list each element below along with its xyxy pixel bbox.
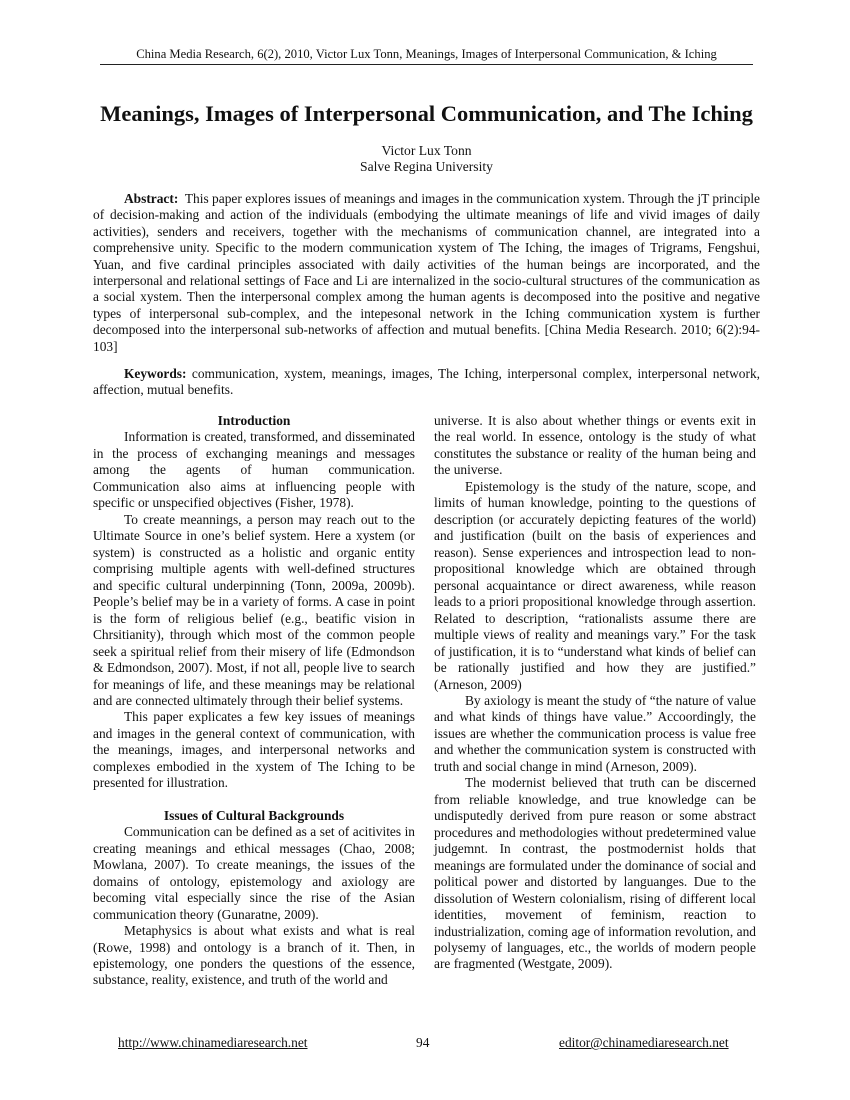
paragraph: Information is created, transformed, and disseminated in the process of exchanging meanings and messages among the agents of human communication. Communication also aims at influencing people with specific or unspecified objectives (Fisher, 1978).: [93, 429, 415, 511]
website-link[interactable]: http://www.chinamediaresearch.net: [118, 1035, 308, 1050]
paragraph: Communication can be defined as a set of acitivites in creating meanings and ethical messages (Chao, 2008; Mowlana, 2007). To create meanings, the issues of the domains of ontology, epistemology and axiology are becoming vital especially since the rise of the Asian communication theory (Gunaratne, 2009).: [93, 824, 415, 922]
footer-email: [559, 1035, 729, 1051]
footer-website: [118, 1035, 308, 1051]
page-number: 94: [416, 1035, 430, 1050]
email-link[interactable]: editor@chinamediaresearch.net: [559, 1035, 729, 1050]
keywords-label: Keywords:: [124, 366, 187, 381]
left-column: [93, 413, 415, 989]
paper-title: Meanings, Images of Interpersonal Communication, and The Iching: [100, 101, 753, 126]
paragraph: To create meannings, a person may reach out to the Ultimate Source in one’s belief system. Here a xystem (or system) is constructed as a holistic and organic entity comprising multiple agents with well-defined structures and specific cultural underpinning (Tonn, 2009a, 2009b). People’s belief may be in a variety of forms. A case in point is the form of religious belief (e.g., beatific vision in Chrsitianity), through which most of the common people seek a spiritual relief from their misery of life (Edmondson & Edmondson, 2007). Most, if not all, people live to search for meanings of life, and these meanings may be relational and are connected ultimately through their belief systems.: [93, 511, 415, 708]
abstract-text: This paper explores issues of meanings and images in the communication xystem. Through the jT principle of decision-making and action of the individuals (embodying the ultimate meanings of life and vivid images of daily activities), senders and receivers, together with the mechanisms of communication channel, are integrated into a comprehensive unity. Specific to the modern communication xystem of The Iching, the images of Trigrams, Fengshui, Yuan, and five cardinal principles associated with daily activities of the human beings are incorporated, and the interpersonal and relational settings of Face and Li are internalized in the socio-cultural structures of the communication as a social xystem. Then the interpersonal complex among the human agents is decomposed into the positive and negative types of interpersonal sub-complex, and the intepesonal network in the Iching communication xystem is further decomposed into the interpersonal sub-networks of affection and mutual benefits. [China Media Research. 2010; 6(2):94-103]: [93, 191, 760, 354]
section-heading-cultural-backgrounds: Issues of Cultural Backgrounds: [163, 807, 345, 823]
keywords: [93, 366, 760, 399]
running-header: China Media Research, 6(2), 2010, Victor Lux Tonn, Meanings, Images of Interpersonal Communication, & Iching: [136, 47, 717, 61]
author-name: Victor Lux Tonn: [381, 143, 472, 158]
author-affiliation: Salve Regina University: [360, 159, 493, 175]
abstract: [93, 191, 760, 355]
paragraph: This paper explicates a few key issues of meanings and images in the general context of communication, with the meanings, images, and interpersonal networks and complexes embodied in the xystem of The Iching to be presented for illustration.: [93, 709, 415, 791]
header-rule: [100, 64, 753, 65]
keywords-text: communication, xystem, meanings, images, The Iching, interpersonal complex, interpersonal network, affection, mutual benefits.: [93, 366, 760, 398]
paragraph: By axiology is meant the study of “the nature of value and what kinds of things have value.” Accoordingly, the issues are whether the communication process is value free and whether the communication system is constructed with truth and social change in mind (Arneson, 2009).: [434, 692, 756, 774]
right-column: [434, 413, 756, 973]
paragraph: The modernist believed that truth can be discerned from reliable knowledge, and true knowledge can be undisputedly derived from pure reason or some abstract procedures and methodologies without predetermined value judgemnt. In contrast, the postmodernist holds that meanings are formulated under the dominance of social and political power and distorted by languanges. Due to the dissolution of Western colonialism, rising of different local identities, movement of feminism, reaction to industrialization, coming age of information revolution, and polysemy of languages, etc., the worlds of modern people are fragmented (Westgate, 2009).: [434, 775, 756, 972]
section-heading-introduction: Introduction: [217, 413, 291, 428]
paragraph: Epistemology is the study of the nature, scope, and limits of human knowledge, pointing to the questions of description (or accurately depicting features of the world) and justification (built on the basis of experiences and reason). Sense experiences and introspection lead to non-propositional knowledge which are obtained through personal acquaintance or direct awareness, while reason leads to a priori propositional knowledge through assertion. Related to description, “rationalists assume there are multiple views of reality and meanings vary.” For the task of justification, it is to “understand what kinds of belief can be rationally justified and how they are justified.” (Arneson, 2009): [434, 478, 756, 692]
paragraph: universe. It is also about whether things or events exit in the real world. In essence, ontology is the study of what constitutes the substance or reality of the human being and the universe.: [434, 413, 756, 478]
abstract-label: Abstract:: [124, 191, 179, 206]
section-gap: [93, 792, 415, 808]
author-block: [200, 143, 653, 176]
paragraph: Metaphysics is about what exists and what is real (Rowe, 1998) and ontology is a branch of it. Then, in epistemology, one ponders the questions of the essence, substance, reality, existence, and truth of the world and: [93, 923, 415, 988]
